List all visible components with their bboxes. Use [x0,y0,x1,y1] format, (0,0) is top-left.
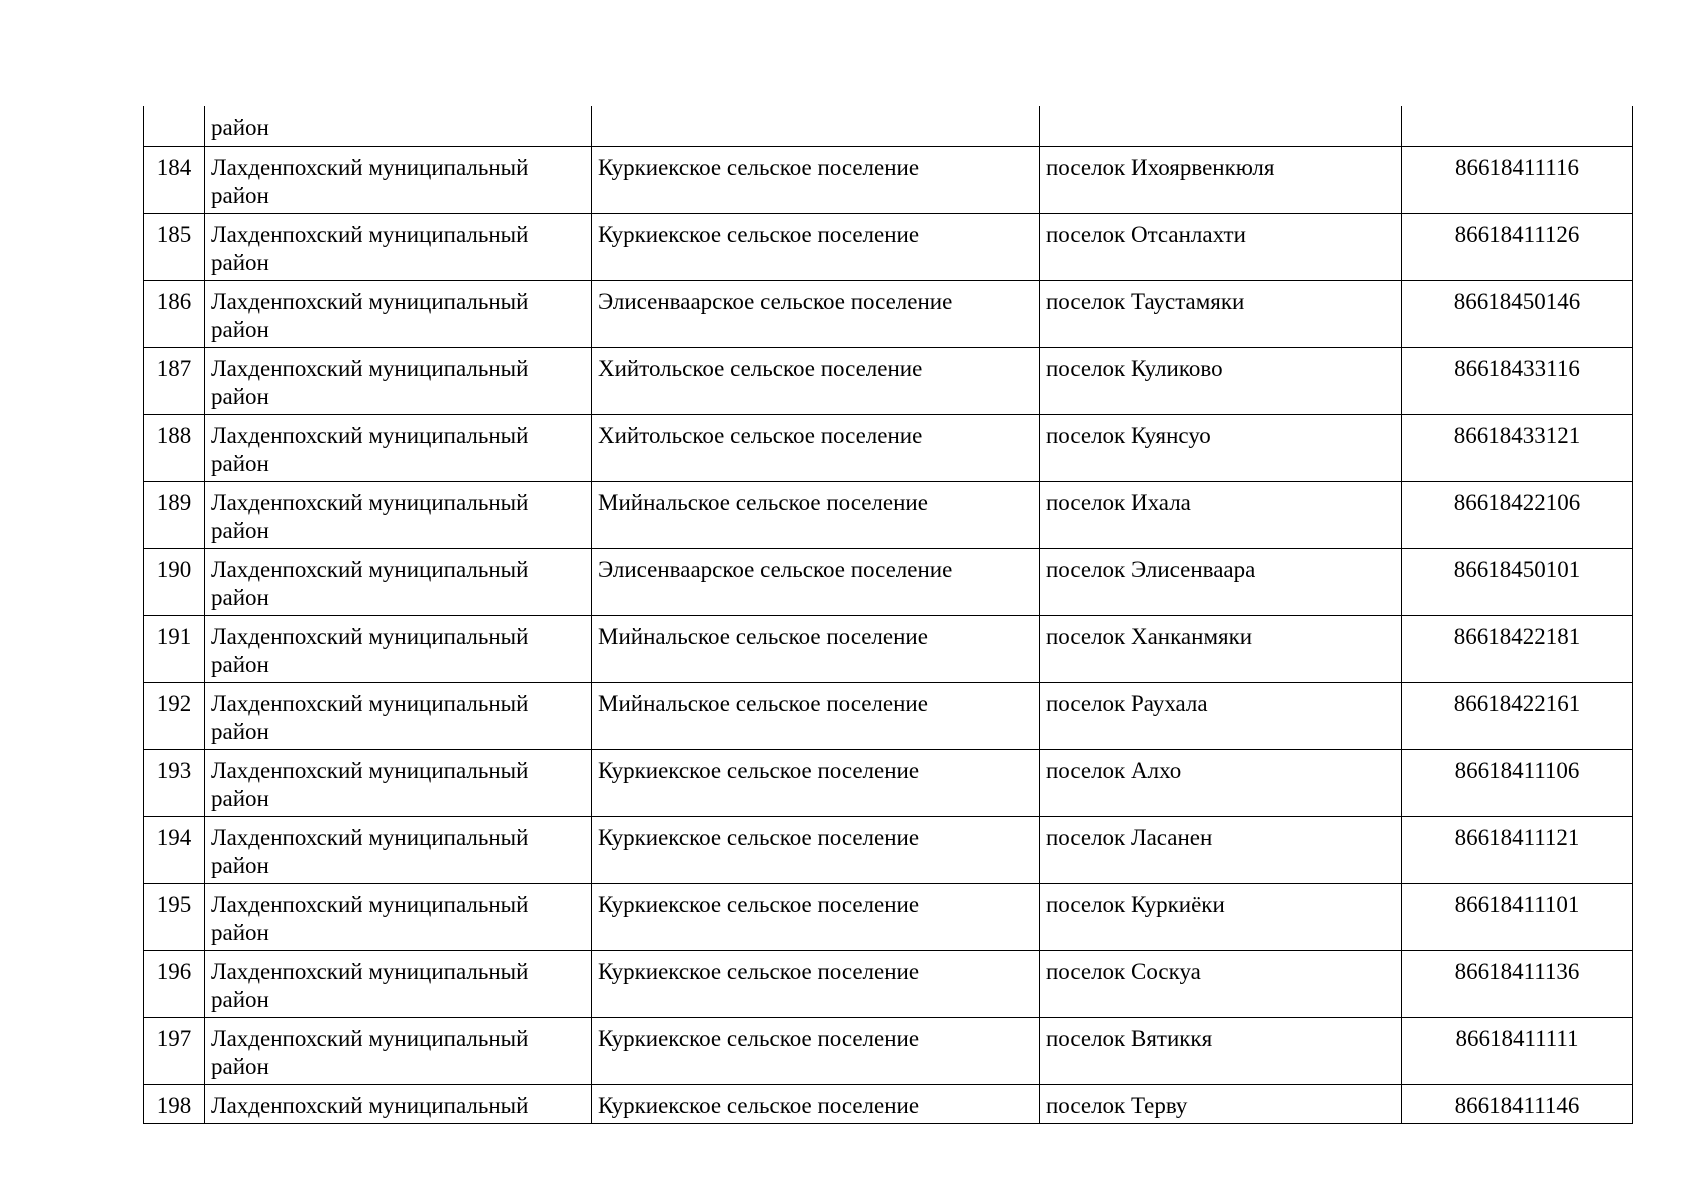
locality-cell: поселок Куликово [1040,347,1402,414]
locality-cell: поселок Куркиёки [1040,883,1402,950]
settlement-cell: Хийтольское сельское поселение [592,347,1040,414]
table-row-continued [144,106,1633,146]
locality-cell: поселок Куянсуо [1040,414,1402,481]
locality-cell: поселок Отсанлахти [1040,213,1402,280]
row-number-cell: 191 [144,615,205,682]
district-cell: Лахденпохский муниципальный район [205,883,592,950]
table-row [144,615,1633,682]
district-cell: Лахденпохский муниципальный район [205,347,592,414]
code-cell: 86618411101 [1402,883,1633,950]
district-cell: Лахденпохский муниципальный район [205,950,592,1017]
table-row [144,816,1633,883]
settlement-cell: Куркиекское сельское поселение [592,749,1040,816]
district-cell: Лахденпохский муниципальный район [205,548,592,615]
district-cell: Лахденпохский муниципальный район [205,615,592,682]
settlement-cell: Мийнальское сельское поселение [592,481,1040,548]
table-row [144,950,1633,1017]
code-cell: 86618450101 [1402,548,1633,615]
district-cell: Лахденпохский муниципальный район [205,213,592,280]
locality-cell: поселок Терву [1040,1084,1402,1123]
code-cell: 86618411111 [1402,1017,1633,1084]
settlement-cell: Куркиекское сельское поселение [592,950,1040,1017]
row-number-cell: 185 [144,213,205,280]
row-number-cell: 188 [144,414,205,481]
table-row [144,347,1633,414]
settlement-cell: Хийтольское сельское поселение [592,414,1040,481]
settlement-cell: Мийнальское сельское поселение [592,615,1040,682]
row-number-cell: 187 [144,347,205,414]
district-cell: Лахденпохский муниципальный [205,1084,592,1123]
row-number-cell: 198 [144,1084,205,1123]
locality-cell: поселок Алхо [1040,749,1402,816]
table-row [144,1017,1633,1084]
settlement-cell: Куркиекское сельское поселение [592,816,1040,883]
locality-cell: поселок Раухала [1040,682,1402,749]
district-cell: Лахденпохский муниципальный район [205,1017,592,1084]
district-cell: Лахденпохский муниципальный район [205,749,592,816]
settlement-cell: Элисенваарское сельское поселение [592,280,1040,347]
settlement-cell: Куркиекское сельское поселение [592,883,1040,950]
settlement-cell: Куркиекское сельское поселение [592,1017,1040,1084]
table-row [144,414,1633,481]
locality-cell [1040,106,1402,146]
settlement-cell: Куркиекское сельское поселение [592,146,1040,213]
district-cell: Лахденпохский муниципальный район [205,146,592,213]
table-row [144,146,1633,213]
locality-cell: поселок Ихала [1040,481,1402,548]
settlement-cell: Элисенваарское сельское поселение [592,548,1040,615]
district-cell: район [205,106,592,146]
table-row [144,213,1633,280]
localities-table [143,106,1633,1124]
row-number-cell: 189 [144,481,205,548]
locality-cell: поселок Соскуа [1040,950,1402,1017]
code-cell: 86618450146 [1402,280,1633,347]
district-cell: Лахденпохский муниципальный район [205,280,592,347]
locality-cell: поселок Ласанен [1040,816,1402,883]
code-cell: 86618411116 [1402,146,1633,213]
row-number-cell: 195 [144,883,205,950]
locality-cell: поселок Элисенваара [1040,548,1402,615]
code-cell [1402,106,1633,146]
row-number-cell [144,106,205,146]
table-row [144,749,1633,816]
row-number-cell: 194 [144,816,205,883]
code-cell: 86618411106 [1402,749,1633,816]
locality-cell: поселок Вятиккя [1040,1017,1402,1084]
settlement-cell: Куркиекское сельское поселение [592,213,1040,280]
district-cell: Лахденпохский муниципальный район [205,481,592,548]
row-number-cell: 196 [144,950,205,1017]
table-row [144,883,1633,950]
table-body [144,106,1633,1123]
table-row [144,548,1633,615]
row-number-cell: 197 [144,1017,205,1084]
settlement-cell [592,106,1040,146]
table-row [144,682,1633,749]
row-number-cell: 184 [144,146,205,213]
row-number-cell: 193 [144,749,205,816]
code-cell: 86618411121 [1402,816,1633,883]
locality-cell: поселок Таустамяки [1040,280,1402,347]
settlement-cell: Мийнальское сельское поселение [592,682,1040,749]
settlement-cell: Куркиекское сельское поселение [592,1084,1040,1123]
district-cell: Лахденпохский муниципальный район [205,816,592,883]
code-cell: 86618433121 [1402,414,1633,481]
locality-cell: поселок Ихоярвенкюля [1040,146,1402,213]
district-cell: Лахденпохский муниципальный район [205,682,592,749]
locality-cell: поселок Ханканмяки [1040,615,1402,682]
code-cell: 86618433116 [1402,347,1633,414]
district-cell: Лахденпохский муниципальный район [205,414,592,481]
table-row-truncated [144,1084,1633,1123]
code-cell: 86618422106 [1402,481,1633,548]
table-row [144,481,1633,548]
row-number-cell: 190 [144,548,205,615]
code-cell: 86618411136 [1402,950,1633,1017]
code-cell: 86618422181 [1402,615,1633,682]
row-number-cell: 186 [144,280,205,347]
code-cell: 86618422161 [1402,682,1633,749]
code-cell: 86618411146 [1402,1084,1633,1123]
code-cell: 86618411126 [1402,213,1633,280]
table-row [144,280,1633,347]
row-number-cell: 192 [144,682,205,749]
